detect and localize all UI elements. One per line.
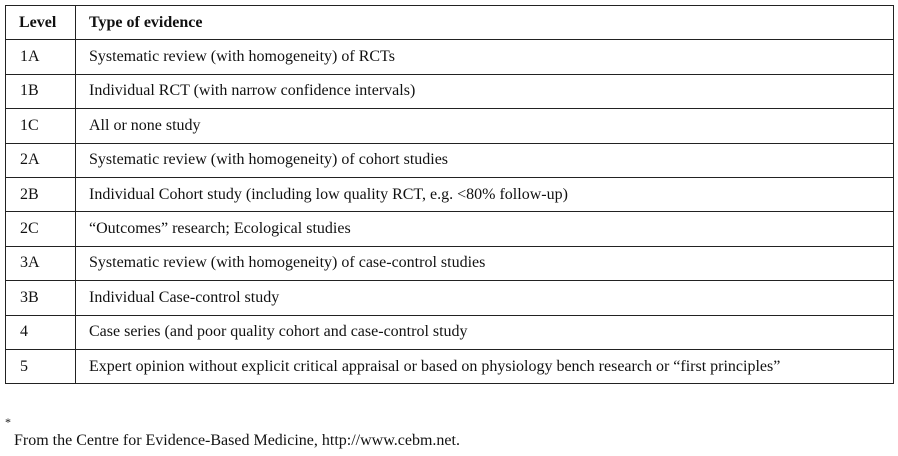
level-column-header: Level — [6, 6, 76, 40]
evidence-type-cell: All or none study — [76, 109, 894, 143]
table-row — [6, 40, 894, 74]
footnote-asterisk: * — [5, 415, 11, 429]
evidence-type-cell: Individual RCT (with narrow confidence intervals) — [76, 74, 894, 108]
level-cell: 4 — [6, 315, 76, 349]
level-cell: 3B — [6, 281, 76, 315]
evidence-type-cell: Expert opinion without explicit critical appraisal or based on physiology bench research or “first principles” — [76, 349, 894, 383]
table-row — [6, 143, 894, 177]
level-cell: 1C — [6, 109, 76, 143]
type-column-header: Type of evidence — [76, 6, 894, 40]
evidence-type-cell: Individual Case-control study — [76, 281, 894, 315]
table-row — [6, 246, 894, 280]
table-row — [6, 349, 894, 383]
table-row — [6, 177, 894, 211]
evidence-type-cell: “Outcomes” research; Ecological studies — [76, 212, 894, 246]
evidence-type-cell: Individual Cohort study (including low quality RCT, e.g. <80% follow-up) — [76, 177, 894, 211]
level-cell: 3A — [6, 246, 76, 280]
table-row — [6, 212, 894, 246]
table-row — [6, 74, 894, 108]
evidence-type-cell: Systematic review (with homogeneity) of cohort studies — [76, 143, 894, 177]
table-row — [6, 109, 894, 143]
level-cell: 1A — [6, 40, 76, 74]
evidence-type-cell: Case series (and poor quality cohort and case-control study — [76, 315, 894, 349]
table-header — [6, 6, 894, 40]
table-row — [6, 315, 894, 349]
level-cell: 1B — [6, 74, 76, 108]
level-cell: 2C — [6, 212, 76, 246]
level-cell: 5 — [6, 349, 76, 383]
evidence-type-cell: Systematic review (with homogeneity) of case-control studies — [76, 246, 894, 280]
table-body — [6, 40, 894, 384]
header-row — [6, 6, 894, 40]
level-cell: 2B — [6, 177, 76, 211]
evidence-type-cell: Systematic review (with homogeneity) of RCTs — [76, 40, 894, 74]
evidence-levels-table — [5, 5, 894, 384]
table-row — [6, 281, 894, 315]
footnote-text: From the Centre for Evidence-Based Medicine, http://www.cebm.net. — [14, 432, 460, 449]
level-cell: 2A — [6, 143, 76, 177]
source-footnote — [5, 415, 460, 450]
